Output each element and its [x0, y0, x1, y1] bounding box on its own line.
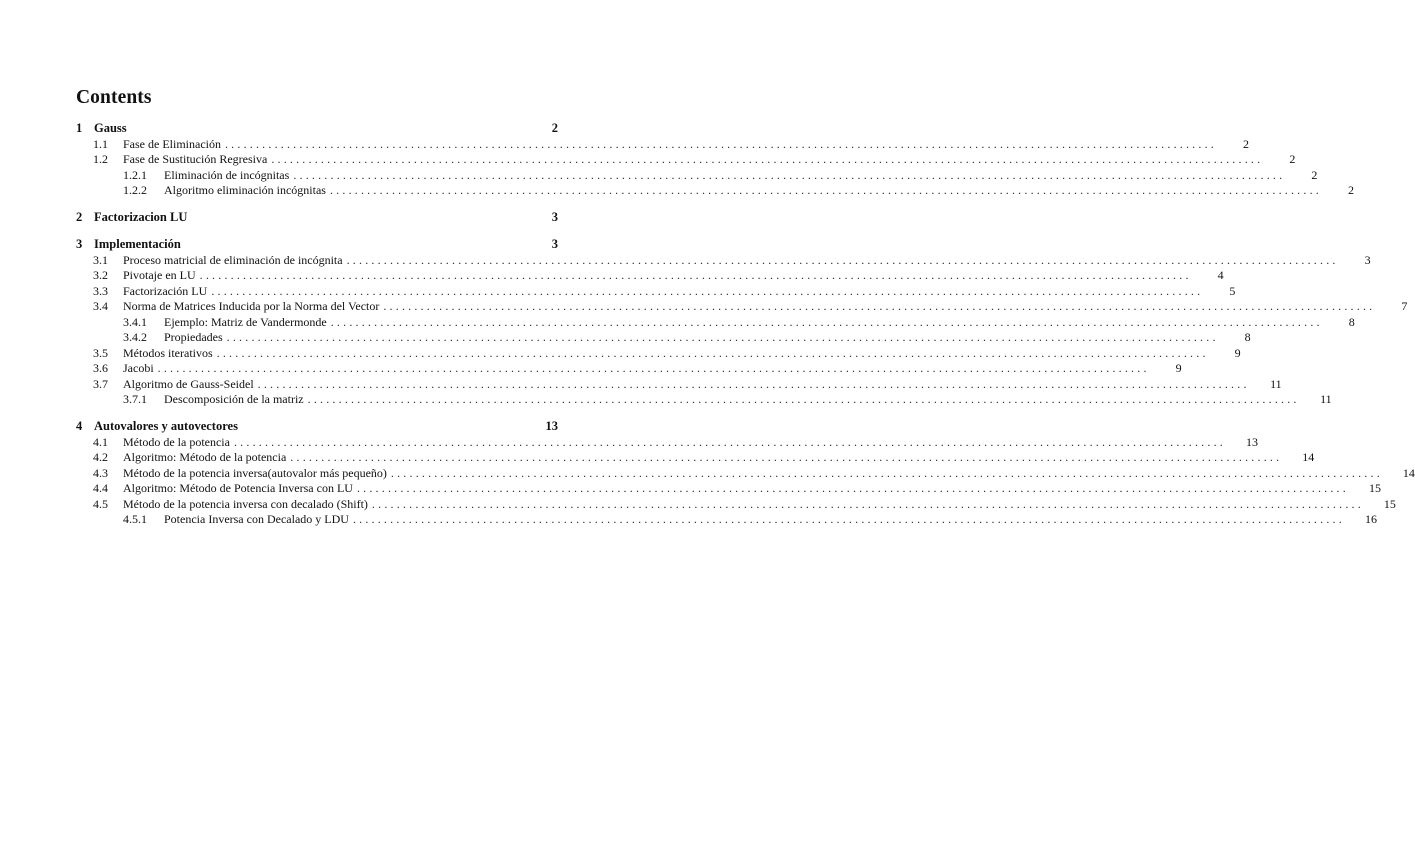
entry-page: 3 — [1364, 252, 1371, 267]
toc-entry-section[interactable] — [76, 252, 1371, 269]
entry-number: 3.3 — [93, 283, 108, 298]
toc-title: Contents — [76, 87, 152, 108]
toc-chapter-2 — [76, 210, 558, 226]
entry-title: Propiedades — [164, 330, 223, 344]
entry-title: Potencia Inversa con Decalado y LDU — [164, 512, 349, 526]
dot-leader: ................................................................................................................................................................ — [211, 283, 1204, 298]
entry-page: 4 — [1217, 268, 1224, 282]
toc-chapter-3 — [76, 237, 1408, 408]
toc-entry-chapter[interactable] — [76, 210, 558, 226]
entry-number: 3.7 — [93, 376, 108, 391]
entry-title: Pivotaje en LU — [123, 268, 196, 282]
entry-title: Algoritmo: Método de Potencia Inversa con LU — [123, 481, 353, 495]
entry-page: 2 — [551, 121, 558, 135]
toc-chapter-4 — [76, 419, 1415, 528]
entry-number: 2 — [76, 210, 83, 224]
entry-title: Proceso matricial de eliminación de incógnita — [123, 252, 343, 267]
dot-leader: ................................................................................................................................................................ — [226, 330, 1219, 344]
entry-number: 3.6 — [93, 361, 108, 375]
entry-page: 15 — [1383, 496, 1396, 511]
toc-chapter-1 — [76, 121, 1354, 199]
toc-entry-section[interactable] — [76, 268, 1224, 284]
dot-leader: ................................................................................................................................................................ — [330, 314, 1323, 329]
dot-leader: ................................................................................................................................................................ — [233, 434, 1226, 449]
toc-entry-section[interactable] — [76, 434, 1258, 451]
dot-leader: ................................................................................................................................................................ — [307, 392, 1300, 406]
toc-entry-chapter[interactable] — [76, 121, 558, 137]
toc-entry-section[interactable] — [76, 152, 1296, 168]
entry-page: 8 — [1348, 314, 1355, 329]
entry-number: 4 — [76, 419, 83, 433]
entry-page: 2 — [1347, 183, 1354, 197]
toc-entry-section[interactable] — [76, 136, 1249, 153]
dot-leader: ................................................................................................................................................................ — [257, 376, 1250, 391]
entry-number: 4.4 — [93, 481, 108, 495]
toc-entry-section[interactable] — [76, 496, 1396, 513]
entry-title: Fase de Sustitución Regresiva — [123, 152, 268, 166]
entry-page: 5 — [1229, 283, 1236, 298]
entry-page: 15 — [1368, 481, 1381, 495]
toc-entry-section[interactable] — [76, 283, 1236, 300]
entry-number: 3.7.1 — [123, 392, 147, 406]
toc-entry-subsection[interactable] — [76, 392, 1332, 408]
entry-page: 3 — [551, 210, 558, 224]
entry-title: Algoritmo eliminación incógnitas — [164, 183, 326, 197]
toc-entry-section[interactable] — [76, 450, 1315, 466]
entry-page: 2 — [1311, 167, 1318, 182]
entry-title: Norma de Matrices Inducida por la Norma del Vector — [123, 299, 380, 313]
dot-leader: ................................................................................................................................................................ — [199, 268, 1192, 282]
toc-entry-section[interactable] — [76, 465, 1415, 482]
toc-entry-subsection[interactable] — [76, 167, 1318, 184]
toc-entry-section[interactable] — [76, 361, 1182, 377]
entry-title: Jacobi — [123, 361, 154, 375]
entry-page: 16 — [1364, 512, 1377, 526]
entry-title: Métodos iterativos — [123, 345, 213, 360]
entry-page: 2 — [1242, 136, 1249, 151]
toc-entry-chapter[interactable] — [76, 237, 558, 253]
toc-entry-subsection[interactable] — [76, 183, 1354, 199]
dot-leader: ................................................................................................................................................................ — [346, 252, 1339, 267]
toc-entry-subsection[interactable] — [76, 314, 1355, 331]
entry-title: Autovalores y autovectores — [94, 419, 238, 433]
entry-number: 1 — [76, 121, 83, 135]
entry-title: Ejemplo: Matriz de Vandermonde — [164, 314, 327, 329]
entry-number: 3.1 — [93, 252, 108, 267]
entry-page: 11 — [1320, 392, 1332, 406]
entry-number: 3.4 — [93, 299, 108, 313]
entry-number: 4.5 — [93, 496, 108, 511]
entry-number: 3.4.1 — [123, 314, 147, 329]
toc-entry-section[interactable] — [76, 345, 1241, 362]
entry-page: 9 — [1234, 345, 1241, 360]
toc-entry-section[interactable] — [76, 299, 1408, 315]
entry-page: 9 — [1175, 361, 1182, 375]
entry-page: 14 — [1302, 450, 1315, 464]
entry-number: 3.2 — [93, 268, 108, 282]
dot-leader: ................................................................................................................................................................ — [390, 465, 1383, 480]
dot-leader: ................................................................................................................................................................ — [356, 481, 1349, 495]
entry-page: 8 — [1244, 330, 1251, 344]
entry-number: 1.2.1 — [123, 167, 147, 182]
entry-title: Implementación — [94, 237, 181, 251]
entry-title: Método de la potencia — [123, 434, 230, 449]
table-of-contents — [76, 121, 1415, 539]
entry-title: Eliminación de incógnitas — [164, 167, 290, 182]
toc-entry-section[interactable] — [76, 481, 1381, 497]
entry-number: 1.2 — [93, 152, 108, 166]
entry-title: Descomposición de la matriz — [164, 392, 304, 406]
entry-number: 4.3 — [93, 465, 108, 480]
entry-number: 4.1 — [93, 434, 108, 449]
entry-number: 1.2.2 — [123, 183, 147, 197]
entry-number: 4.2 — [93, 450, 108, 464]
dot-leader: ................................................................................................................................................................ — [157, 361, 1150, 375]
entry-page: 14 — [1402, 465, 1415, 480]
dot-leader: ................................................................................................................................................................ — [216, 345, 1209, 360]
toc-entry-subsection[interactable] — [76, 330, 1251, 346]
entry-title: Algoritmo: Método de la potencia — [123, 450, 287, 464]
entry-page: 2 — [1289, 152, 1296, 166]
entry-number: 4.5.1 — [123, 512, 147, 526]
toc-entry-subsection[interactable] — [76, 512, 1377, 528]
dot-leader: ................................................................................................................................................................ — [271, 152, 1264, 166]
entry-page: 7 — [1401, 299, 1408, 313]
entry-title: Gauss — [94, 121, 127, 135]
entry-number: 1.1 — [93, 136, 108, 151]
entry-page: 13 — [1245, 434, 1258, 449]
entry-title: Método de la potencia inversa(autovalor más pequeño) — [123, 465, 387, 480]
dot-leader: ................................................................................................................................................................ — [329, 183, 1322, 197]
entry-number: 3 — [76, 237, 83, 251]
entry-page: 13 — [545, 419, 558, 433]
dot-leader: ................................................................................................................................................................ — [352, 512, 1345, 526]
dot-leader: ................................................................................................................................................................ — [293, 167, 1286, 182]
dot-leader: ................................................................................................................................................................ — [290, 450, 1283, 464]
toc-entry-chapter[interactable] — [76, 419, 558, 435]
toc-entry-section[interactable] — [76, 376, 1282, 393]
dot-leader: ................................................................................................................................................................ — [371, 496, 1364, 511]
entry-title: Método de la potencia inversa con decalado (Shift) — [123, 496, 368, 511]
entry-page: 3 — [551, 237, 558, 251]
entry-title: Factorizacion LU — [94, 210, 188, 224]
entry-page: 11 — [1270, 376, 1282, 391]
entry-number: 3.4.2 — [123, 330, 147, 344]
entry-number: 3.5 — [93, 345, 108, 360]
entry-title: Fase de Eliminación — [123, 136, 221, 151]
dot-leader: ................................................................................................................................................................ — [224, 136, 1217, 151]
entry-title: Factorización LU — [123, 283, 208, 298]
dot-leader: ................................................................................................................................................................ — [383, 299, 1376, 313]
entry-title: Algoritmo de Gauss-Seidel — [123, 376, 254, 391]
